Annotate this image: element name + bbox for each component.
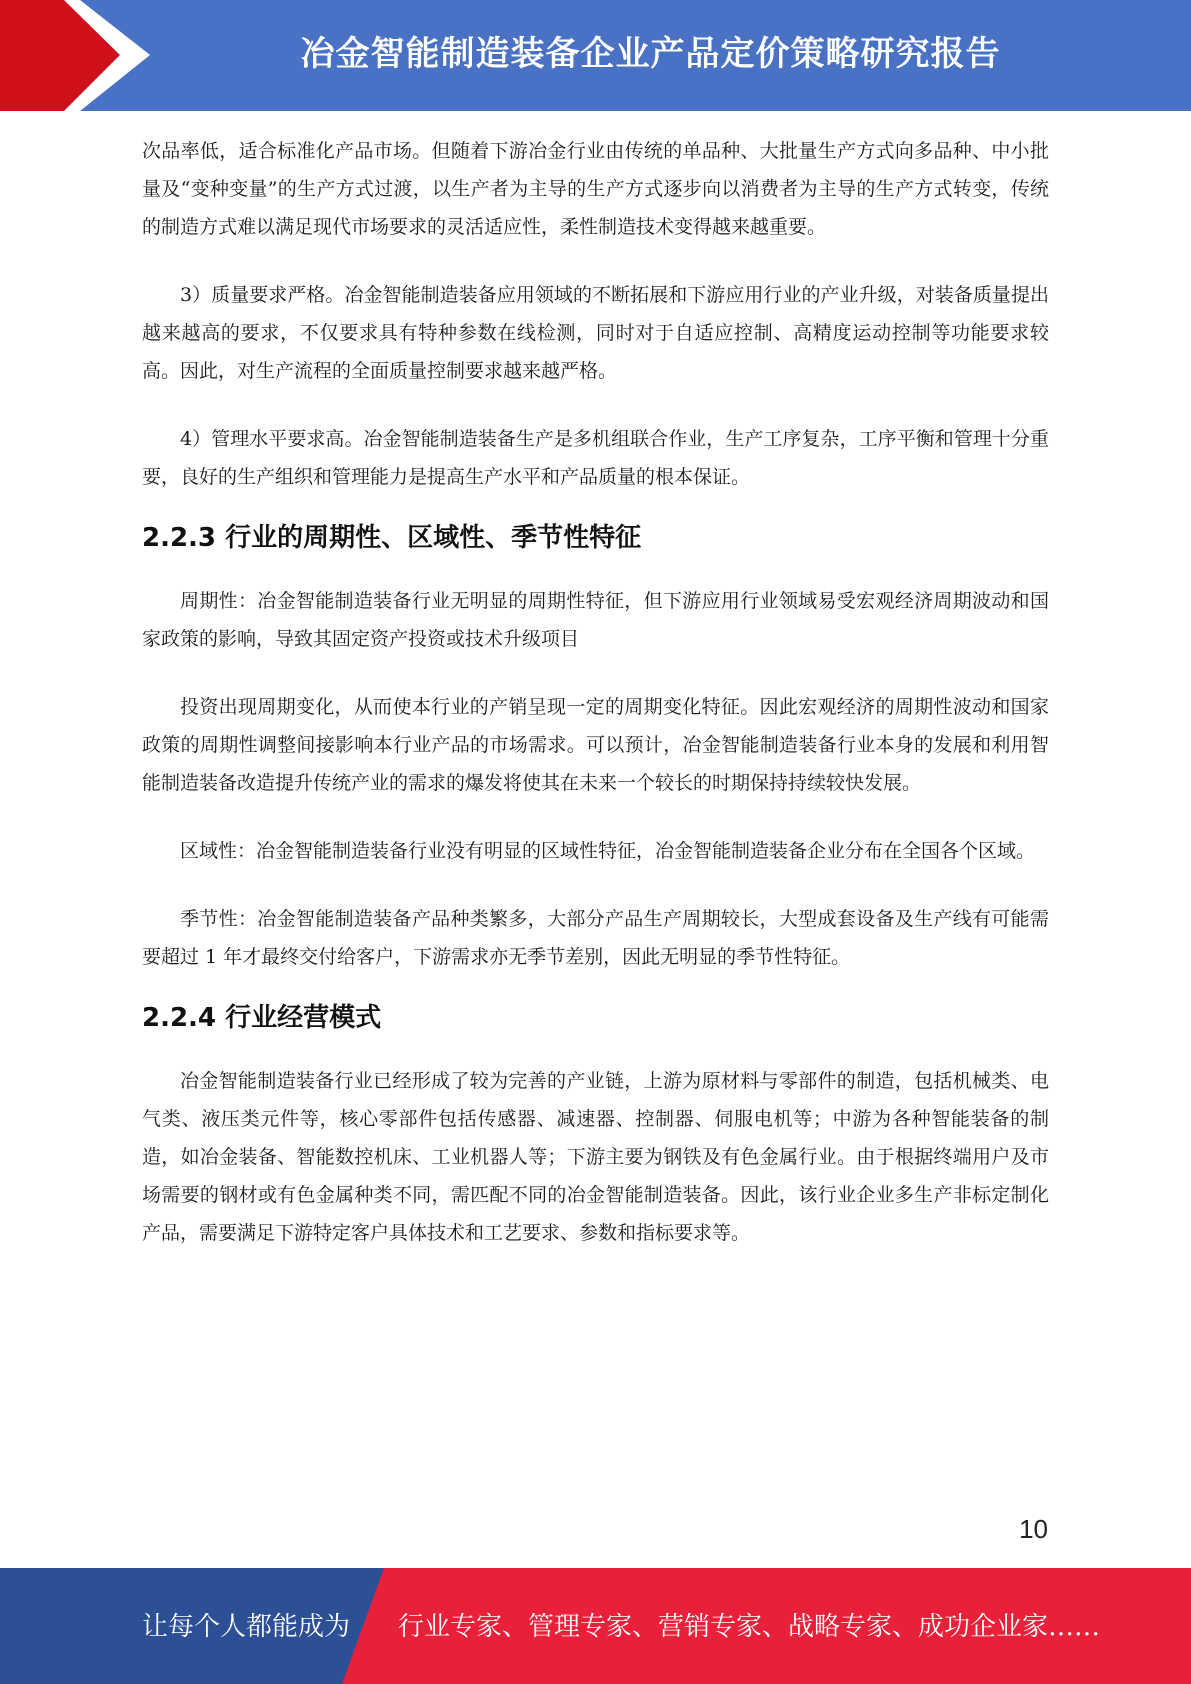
document-title: 冶金智能制造装备企业产品定价策略研究报告 xyxy=(300,34,1001,74)
footer-slogan-left: 让每个人都能成为 xyxy=(142,1612,351,1642)
paragraph: 季节性：冶金智能制造装备产品种类繁多，大部分产品生产周期较长，大型成套设备及生产线有可能需要超过 1 年才最终交付给客户，下游需求亦无季节差别，因此无明显的季节性特征。 xyxy=(142,908,1049,968)
paragraph: 区域性：冶金智能制造装备行业没有明显的区域性特征，冶金智能制造装备企业分布在全国各个区域。 xyxy=(180,840,1036,862)
page-body xyxy=(142,132,1049,1252)
section-heading: 2.2.4 行业经营模式 xyxy=(142,1003,382,1033)
section-heading: 2.2.3 行业的周期性、区域性、季节性特征 xyxy=(142,523,642,553)
footer-band xyxy=(0,1568,1191,1684)
paragraph: 投资出现周期变化，从而使本行业的产销呈现一定的周期变化特征。因此宏观经济的周期性波动和国家政策的周期性调整间接影响本行业产品的市场需求。可以预计，冶金智能制造装备行业本身的发展和利用智能制造装备改造提升传统产业的需求的爆发将使其在未来一个较长的时期保持持续较快发展。 xyxy=(142,696,1049,794)
paragraph: 次品率低，适合标准化产品市场。但随着下游冶金行业由传统的单品种、大批量生产方式向多品种、中小批量及“变种变量”的生产方式过渡，以生产者为主导的生产方式逐步向以消费者为主导的生产方式转变，传统的制造方式难以满足现代市场要求的灵活适应性，柔性制造技术变得越来越重要。 xyxy=(142,140,1049,238)
header-chevron-decoration xyxy=(0,0,160,111)
header-band xyxy=(0,0,1191,111)
paragraph: 周期性：冶金智能制造装备行业无明显的周期性特征，但下游应用行业领域易受宏观经济周期波动和国家政策的影响，导致其固定资产投资或技术升级项目 xyxy=(142,590,1049,650)
footer-slogan-right: 行业专家、管理专家、营销专家、战略专家、成功企业家…… xyxy=(398,1612,1101,1642)
paragraph: 3）质量要求严格。冶金智能制造装备应用领域的不断拓展和下游应用行业的产业升级，对装备质量提出越来越高的要求，不仅要求具有特种参数在线检测，同时对于自适应控制、高精度运动控制等功能要求较高。因此，对生产流程的全面质量控制要求越来越严格。 xyxy=(142,284,1049,382)
paragraph: 冶金智能制造装备行业已经形成了较为完善的产业链，上游为原材料与零部件的制造，包括机械类、电气类、液压类元件等，核心零部件包括传感器、减速器、控制器、伺服电机等；中游为各种智能装备的制造，如冶金装备、智能数控机床、工业机器人等；下游主要为钢铁及有色金属行业。由于根据终端用户及市场需要的钢材或有色金属种类不同，需匹配不同的冶金智能制造装备。因此，该行业企业多生产非标定制化产品，需要满足下游特定客户具体技术和工艺要求、参数和指标要求等。 xyxy=(142,1070,1049,1244)
page-number: 10 xyxy=(1019,1514,1048,1544)
paragraph: 4）管理水平要求高。冶金智能制造装备生产是多机组联合作业，生产工序复杂，工序平衡和管理十分重要，良好的生产组织和管理能力是提高生产水平和产品质量的根本保证。 xyxy=(142,428,1049,488)
